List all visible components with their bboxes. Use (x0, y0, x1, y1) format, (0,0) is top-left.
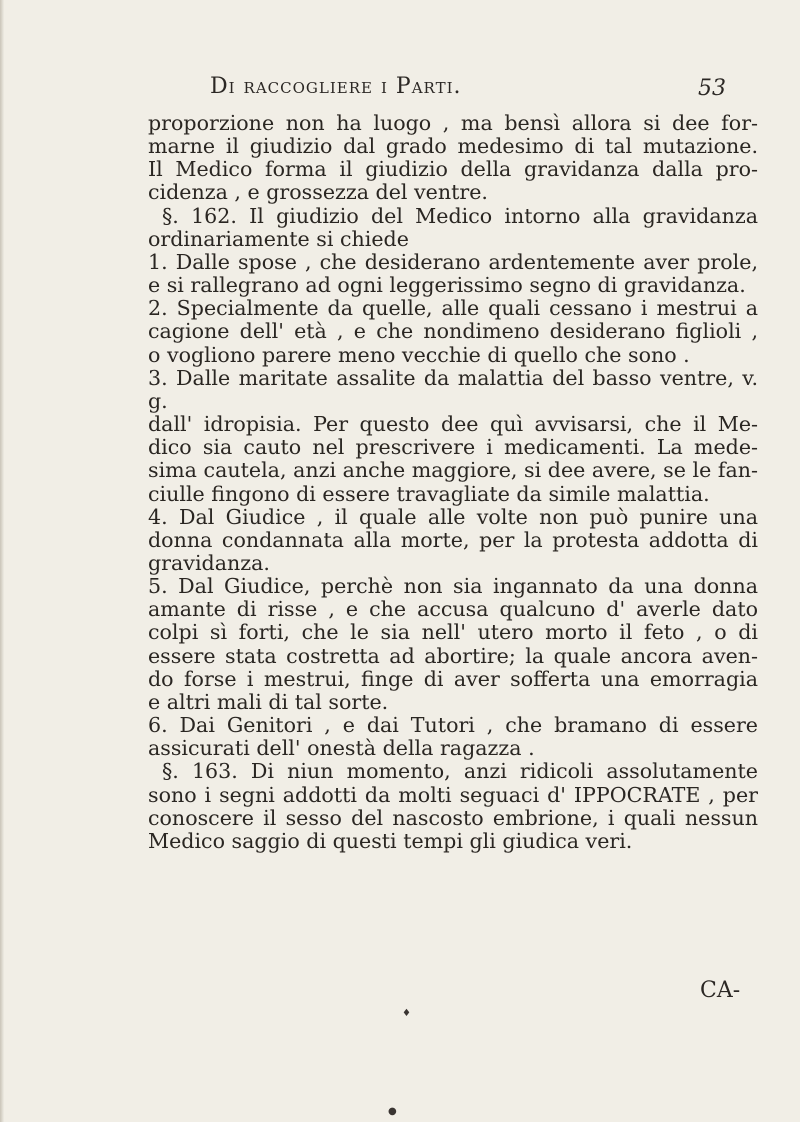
catchword: CA- (700, 978, 741, 1003)
text-line: e altri mali di tal sorte. (148, 689, 389, 714)
text-line: 3. Dalle maritate assalite da malattia del basso ventre, v. g. (148, 365, 758, 413)
text-line: o vogliono parere meno vecchie di quello che sono . (148, 342, 690, 367)
text-line: Il Medico forma il giudizio della gravidanza dalla pro- (148, 157, 758, 182)
text-line: proporzione non ha luogo , ma bensì allora si dee for- (148, 111, 758, 135)
ink-speck: ♦ (402, 1008, 411, 1019)
text-line: 5. Dal Giudice, perchè non sia ingannato da una donna (148, 574, 758, 599)
text-line: do forse i mestrui, finge di aver sofferta una emorragia (148, 666, 758, 691)
text-line: assicurati dell' onestà della ragazza . (148, 736, 535, 761)
text-line: e si rallegrano ad ogni leggerissimo segno di gravidanza. (148, 273, 746, 298)
text-line: cidenza , e grossezza del ventre. (148, 180, 488, 205)
text-line: cagione dell' età , e che nondimeno desiderano figlioli , (148, 319, 758, 344)
ink-speck: ● (388, 1106, 397, 1117)
text-line: ciulle fingono di essere travagliate da simile malattia. (148, 481, 710, 506)
running-head: Di raccogliere i Parti. (210, 74, 462, 99)
text-line: sima cautela, anzi anche maggiore, si dee avere, se le fan- (148, 458, 758, 483)
text-line: dico sia cauto nel prescrivere i medicamenti. La mede- (148, 435, 758, 460)
text-line: ordinariamente si chiede (148, 226, 409, 251)
text-line: 4. Dal Giudice , il quale alle volte non può punire una (148, 504, 758, 529)
text-line: Medico saggio di questi tempi gli giudica veri. (148, 828, 633, 853)
text-line: amante di risse , e che accusa qualcuno d' averle dato (148, 597, 758, 622)
text-line: colpi sì forti, che le sia nell' utero morto il feto , o di (148, 620, 758, 645)
text-line: dall' idropisia. Per questo dee quì avvisarsi, che il Me- (148, 412, 758, 437)
text-line: essere stata costretta ad abortire; la quale ancora aven- (148, 643, 758, 668)
text-line: donna condannata alla morte, per la protesta addotta di (148, 527, 758, 552)
text-line: gravidanza. (148, 550, 270, 575)
page-edge (0, 0, 4, 1122)
text-line: marne il giudizio dal grado medesimo di tal mutazione. (148, 134, 758, 159)
page-number: 53 (698, 76, 726, 101)
text-line: 2. Specialmente da quelle, alle quali cessano i mestrui a (148, 296, 758, 321)
text-line: 6. Dai Genitori , e dai Tutori , che bramano di essere (148, 713, 758, 738)
text-line: 1. Dalle spose , che desiderano ardentemente aver prole, (148, 249, 758, 274)
text-line: §. 163. Di niun momento, anzi ridicoli assolutamente (162, 759, 758, 784)
body-text (148, 112, 758, 853)
text-line: conoscere il sesso del nascosto embrione, i quali nessun (148, 805, 758, 830)
text-line: §. 162. Il giudizio del Medico intorno alla gravidanza (162, 203, 758, 228)
text-line: sono i segni addotti da molti seguaci d' IPPOCRATE , per (148, 782, 758, 807)
